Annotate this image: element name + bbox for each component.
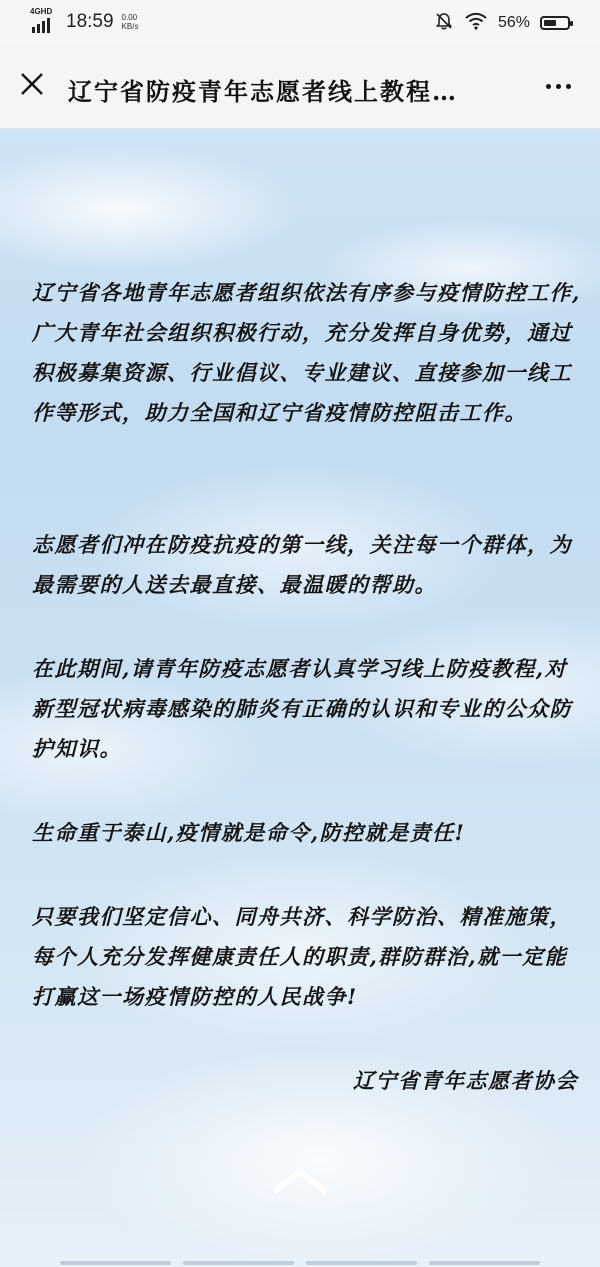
- clock: 18:59: [66, 11, 114, 32]
- article-signature: 辽宁省青年志愿者协会: [353, 1068, 578, 1093]
- article-paragraph: 辽宁省各地青年志愿者组织依法有序参与疫情防控工作,广大青年社会组织积极行动，充分发挥自身优势，通过积极募集资源、行业倡议、专业建议、直接参加一线工作等形式，助力全国和辽宁省疫情防控阻击工作。: [32, 280, 581, 425]
- wifi-icon: [464, 12, 488, 34]
- close-button[interactable]: [14, 68, 50, 104]
- network-speed-value: 0.00: [121, 13, 138, 22]
- close-icon: [19, 71, 45, 101]
- network-speed-unit: KB/s: [121, 22, 139, 31]
- status-left: [30, 8, 138, 36]
- bell-off-icon: [434, 11, 454, 35]
- title-bar: [0, 44, 600, 129]
- scroll-up-button[interactable]: [270, 1167, 330, 1197]
- battery-percent: 56%: [497, 14, 530, 31]
- status-right: [434, 11, 570, 35]
- page-indicator: [60, 1261, 540, 1265]
- more-icon: [546, 84, 551, 89]
- network-speed: [122, 13, 139, 31]
- article-paragraph: 志愿者们冲在防疫抗疫的第一线，关注每一个群体，为最需要的人送去最直接、最温暖的帮助。: [32, 532, 572, 597]
- battery-icon: [540, 16, 570, 30]
- article-paragraph: 只要我们坚定信心、同舟共济、科学防治、精准施策，每个人充分发挥健康责任人的职责,群防群治,就一定能打赢这一场疫情防控的人民战争!: [32, 904, 572, 1009]
- cellular-signal-icon: [30, 8, 58, 36]
- article-content: [0, 129, 600, 1267]
- more-button[interactable]: [538, 70, 578, 102]
- chevron-up-icon: [270, 1166, 330, 1198]
- article-paragraph: 生命重于泰山,疫情就是命令,防控就是责任!: [32, 820, 466, 845]
- article-paragraph: 在此期间,请青年防疫志愿者认真学习线上防疫教程,对新型冠状病毒感染的肺炎有正确的认识和专业的公众防护知识。: [32, 656, 572, 761]
- page-title: 辽宁省防疫青年志愿者线上教程…: [68, 77, 458, 106]
- network-type: 4GHD: [30, 7, 53, 16]
- status-bar: [0, 0, 600, 44]
